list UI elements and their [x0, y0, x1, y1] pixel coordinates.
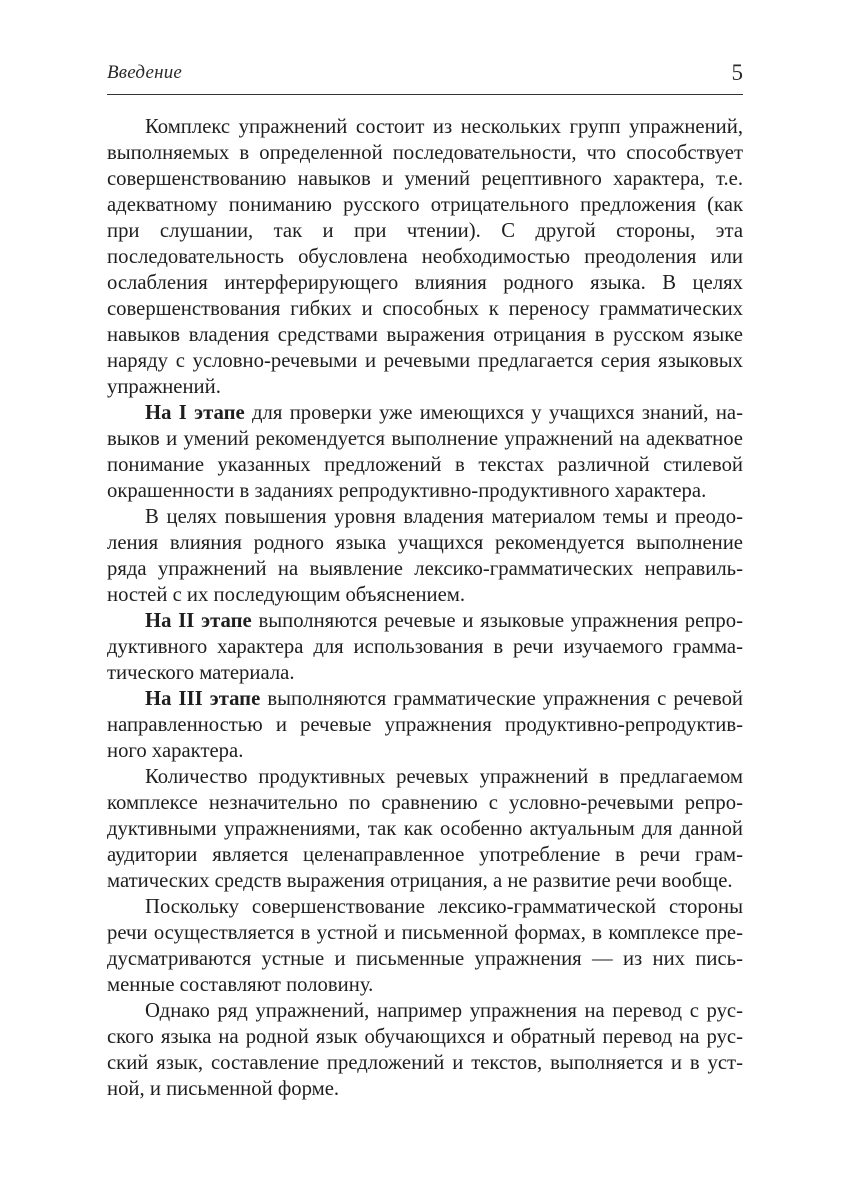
section-title: Введение [107, 62, 183, 83]
running-header [107, 56, 743, 88]
paragraph-stage-1 [107, 400, 743, 504]
paragraph-translation [107, 998, 743, 1102]
stage-heading: На III этапе [145, 688, 261, 710]
header-rule [107, 94, 743, 95]
paragraph-text: Комплекс упражнений состоит из нескольких групп упражнений, выполняемых в определенной последовательности, что способствует совершенствованию навыков и умений рецептивного характера, т.е. адекватному пониманию русского отрицательного предложения (как при слушании, так и при чтении). С другой стороны, эта последовательность обусловлена необходимостью преодоления или ослабления интерферирующего влияния родного языка. В целях совершенствования гибких и способных к переносу грамматических навыков владения средствами выражения отрицания в русском языке наряду с условно-речевыми и речевыми предлагается серия языковых упражнений. [107, 116, 743, 398]
paragraph-stage-2 [107, 608, 743, 686]
stage-heading: На II этапе [145, 610, 252, 632]
paragraph-text: В целях повышения уровня владения материалом темы и преодоления влияния родного языка учащихся рекомендуется выполнение ряда упражнений на выявление лексико-грамматических неправильностей с их последующим объяснением. [107, 506, 743, 606]
paragraph-text: выполняются речевые и языковые упражнения репродуктивного характера для использования в речи изучаемого грамматического материала. [107, 610, 743, 684]
paragraph-text: Однако ряд упражнений, например упражнения на перевод с русского языка на родной язык обучающихся и обратный перевод на русский язык, составление предложений и текстов, выполняется и в устной, и письменной форме. [107, 1000, 743, 1100]
paragraph-error-exercises [107, 504, 743, 608]
paragraph-oral-written [107, 894, 743, 998]
stage-heading: На I этапе [145, 402, 245, 424]
paragraph-text: Поскольку совершенствование лексико-грамматической стороны речи осуществляется в устной и письменной формах, в комплексе предусматриваются устные и письменные упражнения — из них письменные составляют половину. [107, 896, 743, 996]
paragraph-text: выполняются грамматические упражнения с речевой направленностью и речевые упражнения продуктивно-репродуктивного характера. [107, 688, 743, 762]
page-number: 5 [731, 60, 743, 85]
paragraph-productive-count [107, 764, 743, 894]
body-text [107, 114, 743, 1102]
paragraph-intro [107, 114, 743, 400]
paragraph-stage-3 [107, 686, 743, 764]
paragraph-text: для проверки уже имеющихся у учащихся знаний, навыков и умений рекомендуется выполнение упражнений на адекватное понимание указанных предложений в текстах различной стилевой окрашенности в заданиях репродуктивно-продуктивного характера. [107, 402, 743, 502]
paragraph-text: Количество продуктивных речевых упражнений в предлагаемом комплексе незначительно по сравнению с условно-речевыми репродуктивными упражнениями, так как особенно актуальным для данной аудитории является целенаправленное употребление в речи грамматических средств выражения отрицания, а не развитие речи вообще. [107, 766, 743, 892]
